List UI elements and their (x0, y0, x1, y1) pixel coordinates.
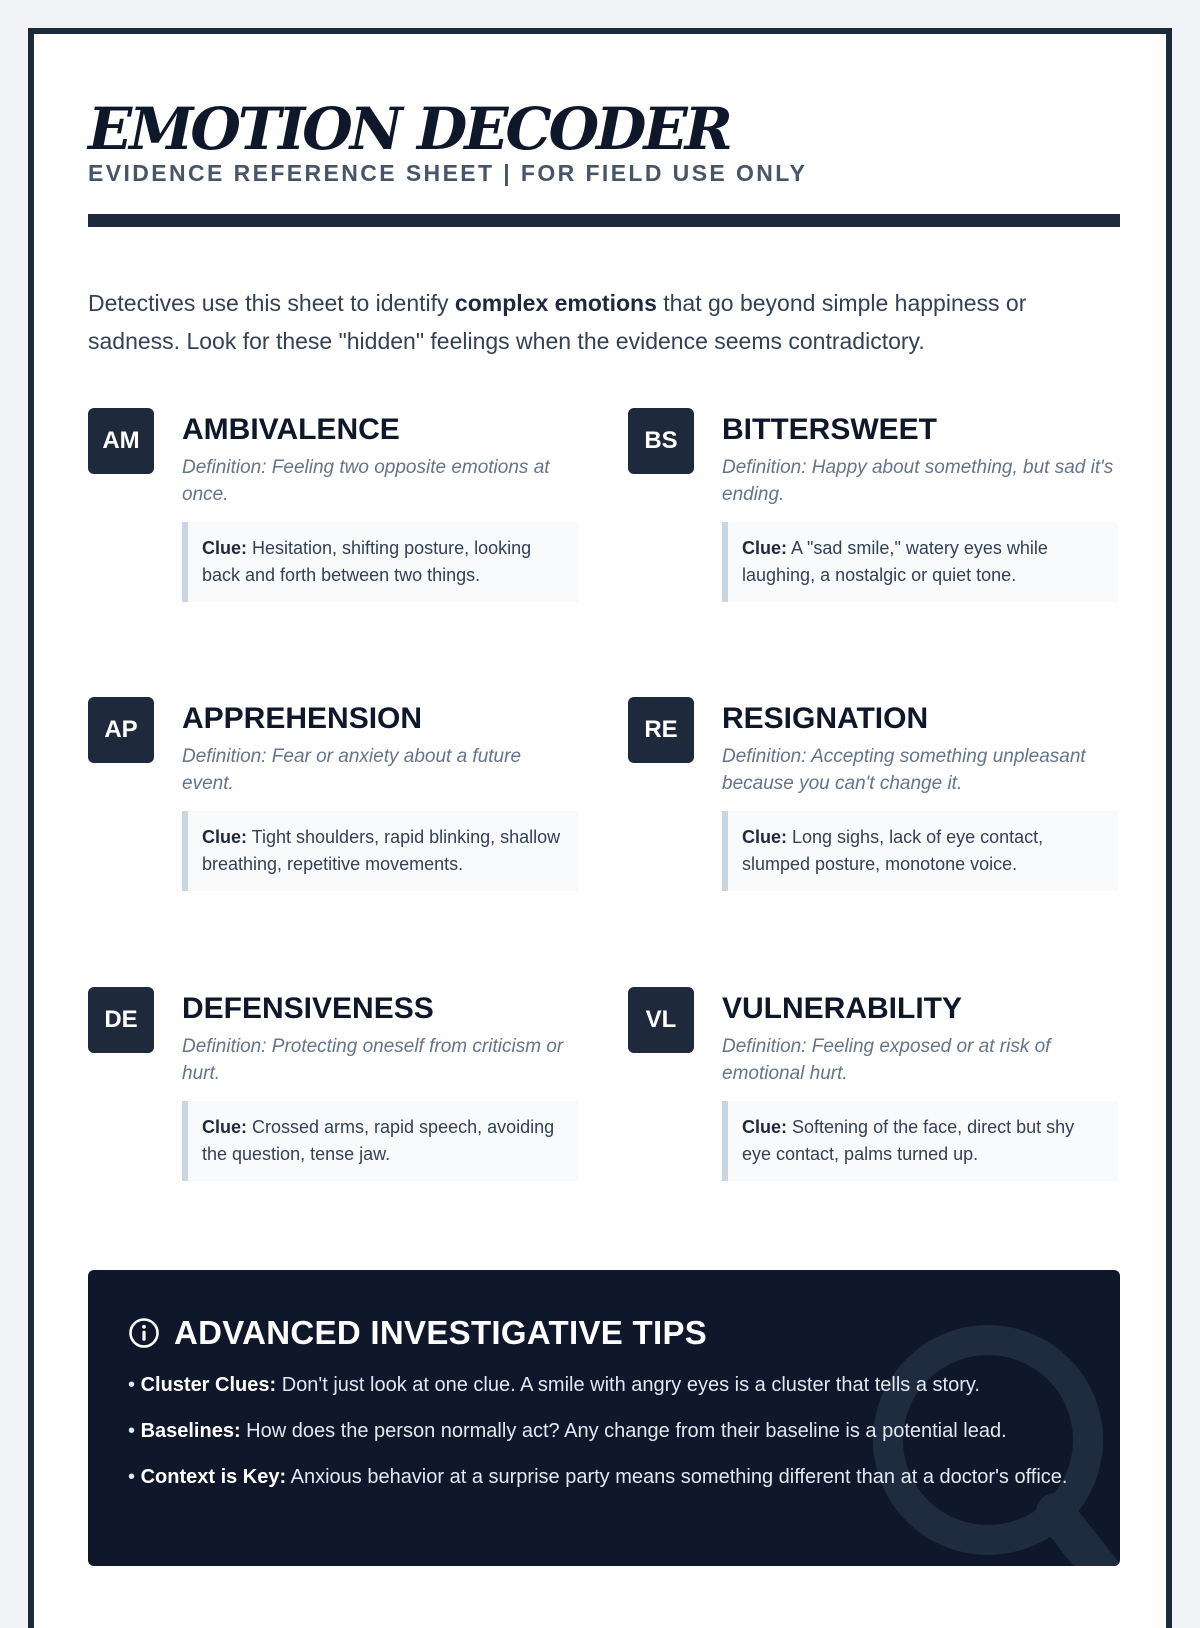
clue-text: Crossed arms, rapid speech, avoiding the question, tense jaw. (202, 1117, 555, 1164)
emotion-card-body (722, 989, 1118, 1181)
tip-text: How does the person normally act? Any change from their baseline is a potential lead. (240, 1420, 1007, 1442)
reference-sheet (28, 28, 1172, 1628)
emotion-definition: Definition: Feeling exposed or at risk of emotional hurt. (722, 1036, 1051, 1084)
emotion-code-badge: AP (88, 697, 154, 763)
page-title: EMOTION DECODER (88, 95, 730, 163)
tip-item: • Context is Key: Anxious behavior at a surprise party means something different than at a doctor's office. (128, 1466, 1068, 1488)
intro-text-start: Detectives use this sheet to identify (88, 290, 455, 316)
emotion-card-body (182, 989, 578, 1181)
clue-label: Clue: (742, 538, 787, 558)
clue-label: Clue: (202, 1117, 247, 1137)
emotion-definition: Definition: Protecting oneself from criticism or hurt. (182, 1036, 564, 1084)
clue-label: Clue: (202, 538, 247, 558)
header-divider (88, 214, 1120, 227)
tip-item: • Cluster Clues: Don't just look at one clue. A smile with angry eyes is a cluster that tells a story. (128, 1374, 980, 1396)
tip-label: Cluster Clues: (140, 1374, 277, 1396)
emotion-definition: Definition: Happy about something, but sad it's ending. (722, 457, 1114, 505)
intro-paragraph (88, 284, 1120, 360)
emotion-name: BITTERSWEET (722, 413, 937, 446)
emotion-name: DEFENSIVENESS (182, 992, 434, 1025)
emotion-code-badge: DE (88, 987, 154, 1053)
emotion-name: RESIGNATION (722, 702, 929, 735)
emotion-card-body (722, 699, 1118, 891)
intro-text-end: that go beyond simple happiness or sadness. Look for these "hidden" feelings when the evidence seems contradictory. (88, 290, 1027, 354)
tip-text: Anxious behavior at a surprise party means something different than at a doctor's office. (286, 1466, 1068, 1488)
emotion-name: APPREHENSION (182, 702, 423, 735)
intro-emphasis: complex emotions (454, 290, 657, 316)
tips-panel (88, 1270, 1120, 1566)
tip-label: Context is Key: (140, 1466, 287, 1488)
emotion-card-body (182, 410, 578, 602)
clue-label: Clue: (202, 827, 247, 847)
emotion-clue (722, 1101, 1118, 1181)
tip-text: Don't just look at one clue. A smile with angry eyes is a cluster that tells a story. (276, 1374, 980, 1396)
emotion-code-badge: AM (88, 408, 154, 474)
clue-text: Hesitation, shifting posture, looking back and forth between two things. (202, 538, 532, 585)
emotion-name: VULNERABILITY (722, 992, 962, 1025)
emotion-clue (722, 811, 1118, 891)
tips-list (128, 1370, 1068, 1508)
emotion-name: AMBIVALENCE (182, 413, 400, 446)
clue-text: Tight shoulders, rapid blinking, shallow breathing, repetitive movements. (202, 827, 561, 874)
clue-label: Clue: (742, 1117, 787, 1137)
clue-text: Softening of the face, direct but shy eye contact, palms turned up. (742, 1117, 1075, 1164)
clue-label: Clue: (742, 827, 787, 847)
emotion-clue (182, 811, 578, 891)
emotion-card-body (182, 699, 578, 891)
tips-title: ADVANCED INVESTIGATIVE TIPS (174, 1314, 708, 1351)
emotion-code-badge: RE (628, 697, 694, 763)
emotion-code-badge: BS (628, 408, 694, 474)
emotion-clue (182, 522, 578, 602)
info-circle-icon (128, 1317, 160, 1349)
tip-label: Baselines: (140, 1420, 241, 1442)
emotion-clue (182, 1101, 578, 1181)
emotion-definition: Definition: Fear or anxiety about a future event. (182, 746, 522, 794)
tip-item: • Baselines: How does the person normally act? Any change from their baseline is a potential lead. (128, 1420, 1007, 1442)
emotion-clue (722, 522, 1118, 602)
emotion-code-badge: VL (628, 987, 694, 1053)
clue-text: A "sad smile," watery eyes while laughing, a nostalgic or quiet tone. (742, 538, 1048, 585)
emotion-definition: Definition: Accepting something unpleasant because you can't change it. (722, 746, 1086, 794)
emotion-definition: Definition: Feeling two opposite emotions at once. (182, 457, 550, 505)
clue-text: Long sighs, lack of eye contact, slumped posture, monotone voice. (742, 827, 1044, 874)
tips-header (128, 1314, 707, 1352)
page-subtitle: EVIDENCE REFERENCE SHEET | FOR FIELD USE ONLY (88, 160, 808, 186)
emotion-card-body (722, 410, 1118, 602)
